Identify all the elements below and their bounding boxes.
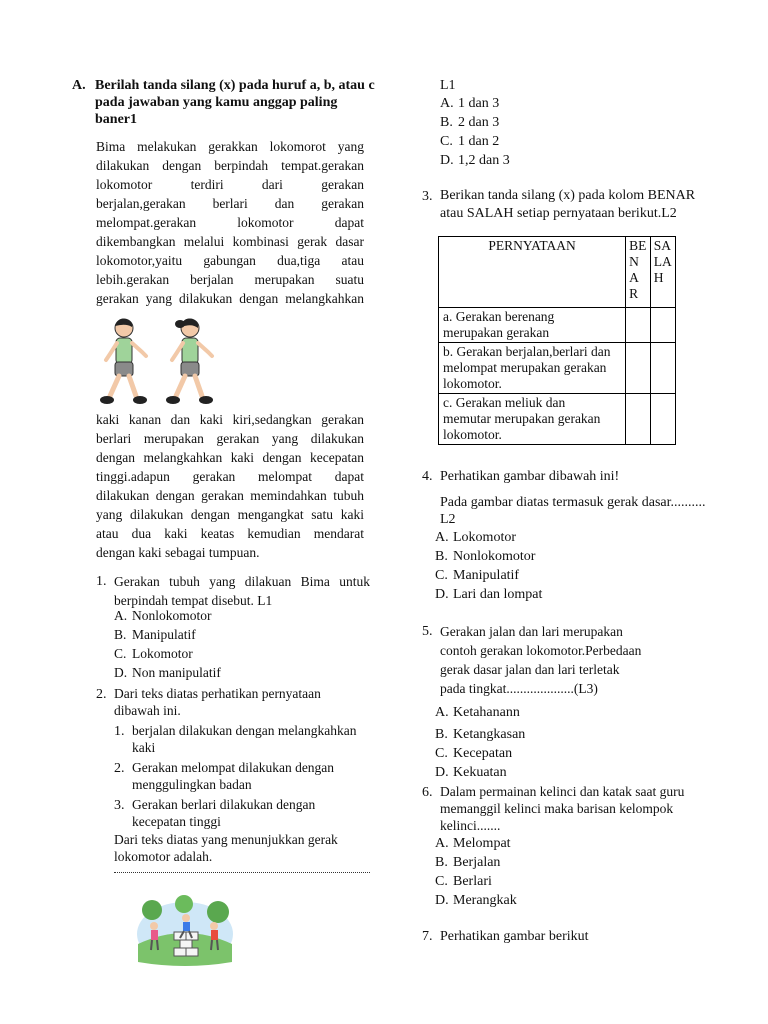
q5-stem-line: pada tingkat....................(L3) <box>440 681 598 696</box>
salah-answer-cell[interactable] <box>650 343 675 394</box>
q1-options <box>114 606 221 682</box>
q6-option-c[interactable]: C. Berlari <box>435 874 492 889</box>
benar-answer-cell[interactable] <box>626 394 651 445</box>
q7-stem: Perhatikan gambar berikut <box>440 929 589 944</box>
header-statement: PERNYATAAN <box>439 237 626 308</box>
q6-stem-line: Dalam permainan kelinci dan katak saat guru <box>440 784 685 799</box>
q2-item-3-number: 3. <box>114 798 125 813</box>
q4-number: 4. <box>422 469 433 484</box>
salah-answer-cell[interactable] <box>650 394 675 445</box>
q2-level: L1 <box>440 78 456 93</box>
reading-line: kaki kanan dan kaki kiri,sedangkan gerakan <box>96 412 364 427</box>
reading-line: atau dua kaki keatas kemudian mendarat <box>96 526 364 541</box>
true-false-table <box>438 236 676 445</box>
q1-stem-line: Gerakan tubuh yang dilakuan Bima untuk <box>114 574 370 589</box>
q4-options <box>435 528 542 604</box>
reading-line: tinggi.adapun gerakan melompat dapat <box>96 469 364 484</box>
q4-option-b[interactable]: B. Nonlokomotor <box>435 549 536 564</box>
q4-option-a[interactable]: A. Lokomotor <box>435 530 516 545</box>
girl-walking-figure <box>166 319 213 404</box>
q2-number: 2. <box>96 687 107 702</box>
benar-answer-cell[interactable] <box>626 343 651 394</box>
reading-line: yang dilakukan dengan mengangkat satu kaki <box>96 507 364 522</box>
benar-answer-cell[interactable] <box>626 308 651 343</box>
reading-line: dengan melangkahkan kaki dengan kecepatan <box>96 450 364 465</box>
q2-item-line: kaki <box>132 740 156 755</box>
header-benar: BE N A R <box>626 237 651 308</box>
q4-stem: Perhatikan gambar dibawah ini! <box>440 469 620 484</box>
q4-level: L2 <box>440 512 456 527</box>
q4-option-c[interactable]: C. Manipulatif <box>435 568 520 583</box>
reading-line: dilakukan dengan berpindah tempat.gerakan <box>96 158 364 173</box>
walking-children-illustration <box>96 316 220 410</box>
q2-option-c[interactable]: C. 1 dan 2 <box>440 134 500 149</box>
q5-stem-line: contoh gerakan lokomotor.Perbedaan <box>440 643 642 658</box>
hopscotch-playground-illustration <box>134 892 236 968</box>
q6-number: 6. <box>422 785 433 800</box>
q3-stem-line: Berikan tanda silang (x) pada kolom BENAR <box>440 188 696 203</box>
table-row <box>439 394 676 445</box>
q1-number: 1. <box>96 574 107 589</box>
boy-walking-figure <box>100 319 147 404</box>
q1-stem <box>114 572 370 610</box>
q2-option-d[interactable]: D. 1,2 dan 3 <box>440 153 510 168</box>
header-salah: SA LA H <box>650 237 675 308</box>
q2-item-line: Gerakan berlari dilakukan dengan <box>132 797 316 812</box>
q7-number: 7. <box>422 929 433 944</box>
q3-stem-line: atau SALAH setiap pernyataan berikut.L2 <box>440 206 677 221</box>
q5-stem <box>440 622 641 698</box>
statement-cell: c. Gerakan meliuk dan memutar merupakan gerakan lokomotor. <box>439 394 626 445</box>
q2-item-3 <box>132 796 315 830</box>
q5-option-d[interactable]: D. Kekuatan <box>435 765 507 780</box>
reading-line: dikembangkan melalui kombinasi gerak dasar <box>96 234 364 249</box>
q2-stem <box>114 685 321 719</box>
q6-option-b[interactable]: B. Berjalan <box>435 855 501 870</box>
answer-dotted-line <box>114 872 370 873</box>
q6-option-a[interactable]: A. Melompat <box>435 836 511 851</box>
q5-stem-line: Gerakan jalan dan lari merupakan <box>440 624 623 639</box>
q1-option-b[interactable]: B. Manipulatif <box>114 627 196 642</box>
q6-options <box>435 834 517 910</box>
statement-cell: b. Gerakan berjalan,berlari dan melompat merupakan gerakan lokomotor. <box>439 343 626 394</box>
q2-option-b[interactable]: B. 2 dan 3 <box>440 115 500 130</box>
reading-line: berjalan,gerakan berlari dan gerakan <box>96 196 364 211</box>
q5-option-a[interactable]: A. Ketahanann <box>435 705 520 720</box>
reading-line: lokomotor,yaitu gabungan dua,tiga atau <box>96 253 364 268</box>
q2-item-line: kecepatan tinggi <box>132 814 221 829</box>
q6-stem-line: kelinci....... <box>440 818 501 833</box>
q4-sub-line: Pada gambar diatas termasuk gerak dasar.......... <box>440 495 706 510</box>
statement-cell: a. Gerakan berenang merupakan gerakan <box>439 308 626 343</box>
reading-line: lokomotor terdiri dari gerakan <box>96 177 364 192</box>
q1-option-d[interactable]: D. Non manipulatif <box>114 665 221 680</box>
table-row <box>439 308 676 343</box>
section-marker: A. <box>72 78 86 93</box>
q5-stem-line: gerak dasar jalan dan lari terletak <box>440 662 620 677</box>
q6-stem <box>440 783 684 834</box>
q2-item-2 <box>132 759 334 793</box>
reading-line: melompat.gerakan lokomotor dapat <box>96 215 364 230</box>
q2-question <box>114 831 338 865</box>
q2-item-line: menggulingkan badan <box>132 777 252 792</box>
q2-item-2-number: 2. <box>114 761 125 776</box>
q2-option-a[interactable]: A. 1 dan 3 <box>440 96 500 111</box>
q2-question-line: lokomotor adalah. <box>114 849 213 864</box>
q2-stem-line: dibawah ini. <box>114 703 181 718</box>
q2-question-line: Dari teks diatas yang menunjukkan gerak <box>114 832 338 847</box>
q1-option-a[interactable]: A. Nonlokomotor <box>114 608 212 623</box>
q5-option-b[interactable]: B. Ketangkasan <box>435 727 526 742</box>
q5-options <box>435 725 525 782</box>
q4-option-d[interactable]: D. Lari dan lompat <box>435 587 543 602</box>
reading-line: dengan kaki sebagai tumpuan. <box>96 545 260 560</box>
reading-line: berlari merupakan gerakan yang dilakukan <box>96 431 364 446</box>
section-heading-line-3: baner1 <box>95 112 137 127</box>
q1-stem-line: berpindah tempat disebut. L1 <box>114 593 273 608</box>
section-heading-line-2: pada jawaban yang kamu anggap paling <box>95 95 338 110</box>
q1-option-c[interactable]: C. Lokomotor <box>114 646 193 661</box>
reading-line: gerakan yang dilakukan dengan melangkahkan <box>96 291 364 306</box>
reading-paragraph-1 <box>96 137 364 308</box>
q3-number: 3. <box>422 189 433 204</box>
salah-answer-cell[interactable] <box>650 308 675 343</box>
q2-stem-line: Dari teks diatas perhatikan pernyataan <box>114 686 321 701</box>
reading-line: lebih.gerakan berjalan merupakan suatu <box>96 272 364 287</box>
q2-item-1-number: 1. <box>114 724 125 739</box>
q2-item-line: berjalan dilakukan dengan melangkahkan <box>132 723 357 738</box>
reading-line: Bima melakukan gerakkan lokomorot yang <box>96 139 364 154</box>
q6-stem-line: memanggil kelinci maka barisan kelompok <box>440 801 674 816</box>
table-header-row <box>439 237 676 308</box>
q2-item-1 <box>132 722 357 756</box>
section-heading-line-1: Berilah tanda silang (x) pada huruf a, b, atau c <box>95 78 375 93</box>
q3-stem <box>440 187 695 223</box>
q2-options <box>440 94 510 170</box>
reading-paragraph-2 <box>96 410 364 562</box>
q6-option-d[interactable]: D. Merangkak <box>435 893 517 908</box>
q2-item-line: Gerakan melompat dilakukan dengan <box>132 760 335 775</box>
table-row <box>439 343 676 394</box>
q5-option-c[interactable]: C. Kecepatan <box>435 746 513 761</box>
reading-line: dilakukan dengan gerakan memindahkan tubuh <box>96 488 364 503</box>
q5-number: 5. <box>422 624 433 639</box>
